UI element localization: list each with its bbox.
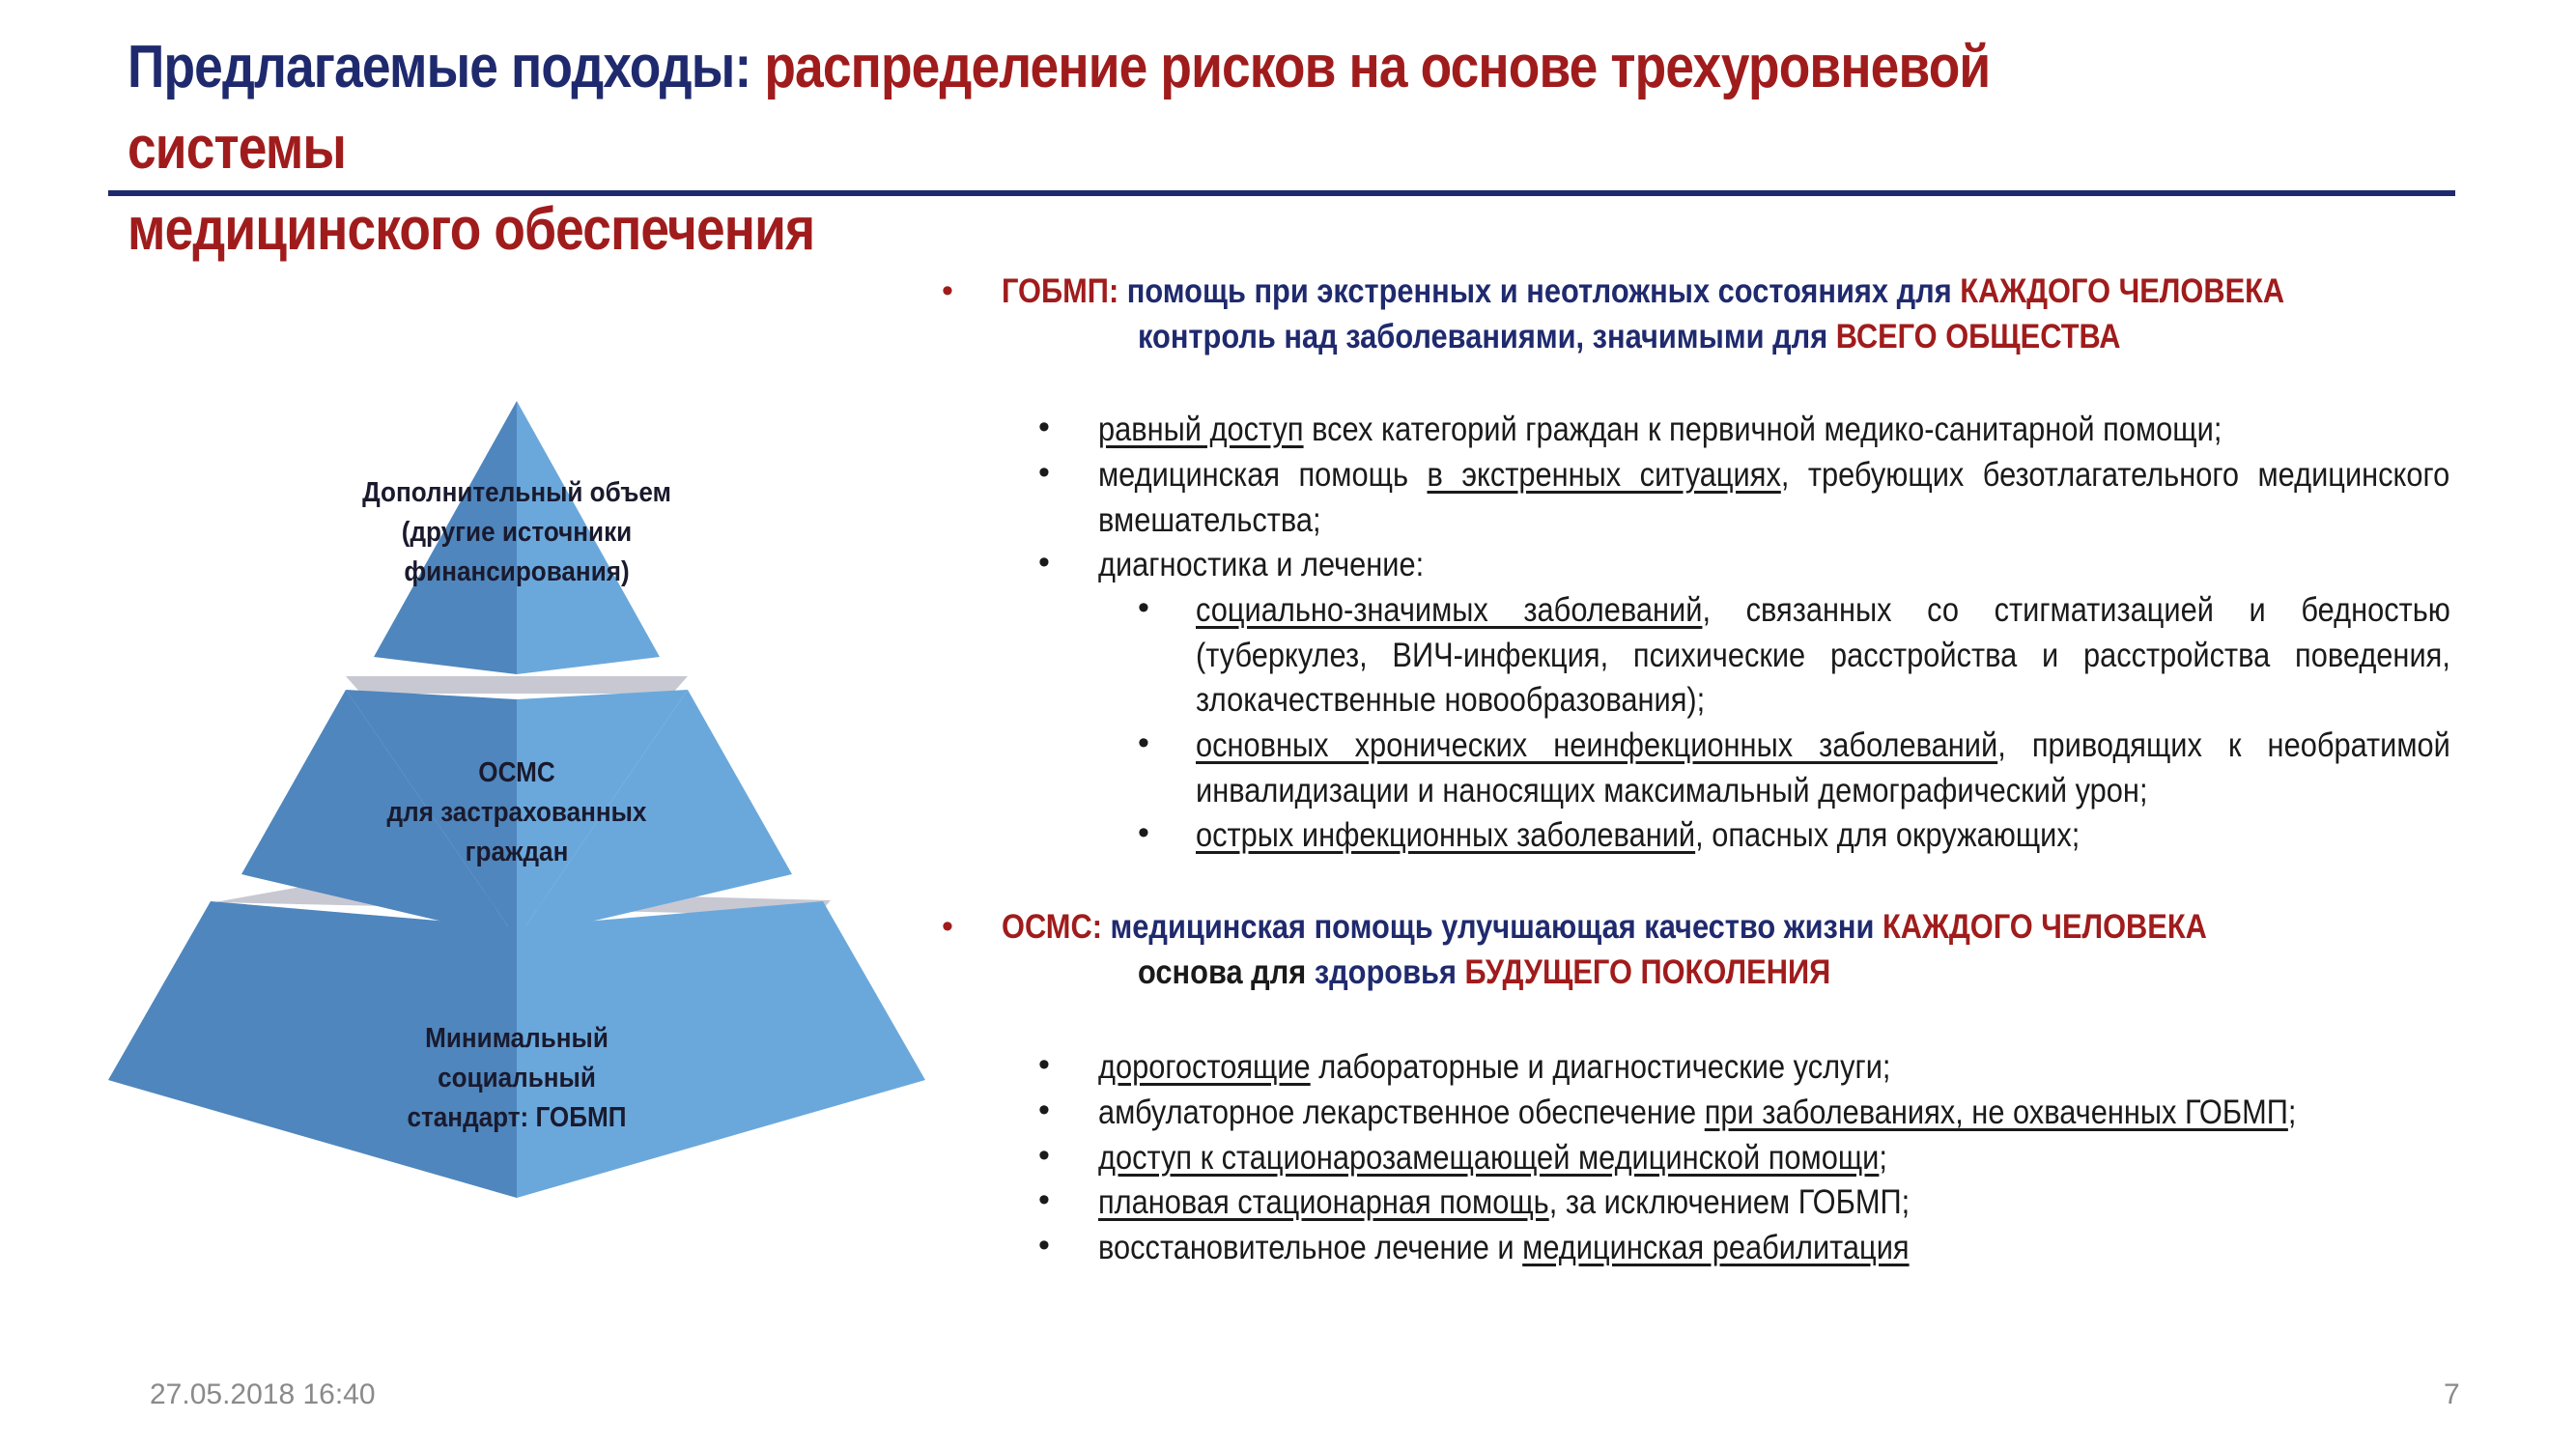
- pyramid-bottom-line-1: Минимальный: [425, 1023, 609, 1054]
- list-bullet: •: [1038, 544, 1050, 581]
- sublist-bullet: •: [1138, 724, 1149, 761]
- osms-header-line-1: [1002, 906, 2207, 949]
- osms-line2-text-2: здоровья: [1314, 953, 1465, 991]
- list-item: [1098, 1227, 1910, 1269]
- gobmp-bullet: •: [942, 272, 953, 309]
- list-item-underlined: дорогостоящие: [1098, 1048, 1311, 1086]
- pyramid-band-upper: [346, 676, 688, 694]
- title-part-3: медицинского обеспечения: [127, 196, 815, 263]
- list-bullet: •: [1038, 1046, 1050, 1083]
- osms-label: ОСМС:: [1002, 908, 1102, 946]
- pyramid-bottom-line-3: стандарт: ГОБМП: [407, 1102, 627, 1133]
- list-item-continuation: вмешательства;: [1098, 501, 1321, 539]
- sublist-item-underlined: острых инфекционных заболеваний: [1196, 816, 1696, 854]
- list-item: диагностика и лечение:: [1098, 546, 1425, 583]
- gobmp-line1-text: помощь при экстренных и неотложных состояниях для: [1118, 272, 1961, 310]
- list-bullet: •: [1038, 1137, 1050, 1174]
- list-item-underlined: в экстренных ситуациях: [1427, 456, 1781, 494]
- list-item-text: всех категорий граждан к первичной медико-санитарной помощи;: [1303, 411, 2222, 448]
- pyramid-mid-line-2: для застрахованных: [386, 797, 647, 828]
- sublist-item-continuation: злокачественные новообразования);: [1196, 681, 1706, 719]
- list-item-underlined: медицинская реабилитация: [1522, 1229, 1910, 1266]
- page-number: 7: [2444, 1378, 2460, 1410]
- sublist-item-text: , связанных со стигматизацией и бедностью: [1702, 591, 2450, 629]
- sublist-item-continuation: (туберкулез, ВИЧ-инфекция, психические расстройства и расстройства поведения,: [1196, 637, 2450, 674]
- list-item-underlined: плановая стационарная помощь: [1098, 1183, 1549, 1221]
- list-item-underlined: равный доступ: [1098, 411, 1304, 448]
- pyramid-top-line-1: Дополнительный объем: [362, 477, 671, 508]
- list-item-text: восстановительное лечение и: [1098, 1229, 1523, 1266]
- pyramid-mid-line-3: граждан: [465, 837, 569, 867]
- sublist-bullet: •: [1138, 814, 1149, 851]
- gobmp-line2-emph: ВСЕГО ОБЩЕСТВА: [1835, 318, 2121, 355]
- list-item-underlined: доступ к стационарозамещающей медицинской помощи: [1098, 1139, 1880, 1177]
- list-item-text: ;: [1879, 1139, 1887, 1177]
- osms-line2-text: основа для: [1138, 953, 1315, 991]
- list-bullet: •: [1038, 1092, 1050, 1128]
- title-divider: [108, 190, 2455, 196]
- title-part-1: Предлагаемые подходы:: [127, 34, 765, 100]
- gobmp-label: ГОБМП:: [1002, 272, 1119, 310]
- sublist-item-underlined: основных хронических неинфекционных заболеваний: [1196, 726, 1998, 764]
- sublist-bullet: •: [1138, 589, 1149, 626]
- list-item-text: медицинская помощь: [1098, 456, 1428, 494]
- osms-line1-text: медицинская помощь улучшающая качество жизни: [1101, 908, 1882, 946]
- pyramid-label-top: [339, 473, 695, 592]
- gobmp-header-line-2: [1138, 316, 2120, 358]
- sublist-item-text: , опасных для окружающих;: [1695, 816, 2081, 854]
- list-item-underlined: при заболеваниях, не охваченных ГОБМП: [1704, 1094, 2288, 1131]
- list-item: [1098, 454, 2449, 497]
- pyramid-mid-line-1: ОСМС: [478, 757, 555, 788]
- list-item-text: лабораторные и диагностические услуги;: [1310, 1048, 1891, 1086]
- list-item: [1098, 1046, 1890, 1089]
- sublist-item-continuation: инвалидизации и наносящих максимальный демографический урон;: [1196, 772, 2148, 810]
- list-item: [1098, 1137, 1887, 1179]
- pyramid-top-line-2: (другие источники: [401, 517, 633, 548]
- pyramid-label-middle: [339, 753, 695, 872]
- list-bullet: •: [1038, 1181, 1050, 1218]
- pyramid-top-line-3: финансирования): [404, 556, 630, 587]
- list-bullet: •: [1038, 454, 1050, 491]
- list-item-text: ;: [2287, 1094, 2297, 1131]
- list-item: [1098, 409, 2222, 451]
- osms-line2-emph: БУДУЩЕГО ПОКОЛЕНИЯ: [1464, 953, 1831, 991]
- sublist-item-underlined: социально-значимых заболеваний: [1196, 591, 1703, 629]
- pyramid-label-bottom: [339, 1019, 695, 1138]
- list-item: [1098, 1181, 1910, 1224]
- gobmp-line2-text: контроль над заболеваниями, значимыми для: [1138, 318, 1836, 355]
- footer-date: 27.05.2018 16:40: [150, 1378, 376, 1410]
- sublist-item: [1196, 724, 2450, 767]
- title-part-2: распределение рисков на основе трехуровневой системы: [127, 34, 1991, 182]
- sublist-item: [1196, 814, 2080, 857]
- osms-line1-emph: КАЖДОГО ЧЕЛОВЕКА: [1882, 908, 2207, 946]
- pyramid-bottom-line-2: социальный: [438, 1063, 596, 1094]
- list-item: [1098, 1092, 2296, 1134]
- list-item-text: , требующих безотлагательного медицинского: [1780, 456, 2450, 494]
- gobmp-line1-emph: КАЖДОГО ЧЕЛОВЕКА: [1960, 272, 2285, 310]
- sublist-item: [1196, 589, 2450, 632]
- slide-title: [127, 27, 2137, 270]
- list-bullet: •: [1038, 1227, 1050, 1264]
- list-item-text: , за исключением ГОБМП;: [1548, 1183, 1911, 1221]
- list-bullet: •: [1038, 409, 1050, 445]
- gobmp-header-line-1: [1002, 270, 2284, 313]
- osms-header-line-2: [1138, 952, 1830, 994]
- osms-bullet: •: [942, 908, 953, 945]
- sublist-item-text: , приводящих к необратимой: [1997, 726, 2450, 764]
- list-item-text: амбулаторное лекарственное обеспечение: [1098, 1094, 1705, 1131]
